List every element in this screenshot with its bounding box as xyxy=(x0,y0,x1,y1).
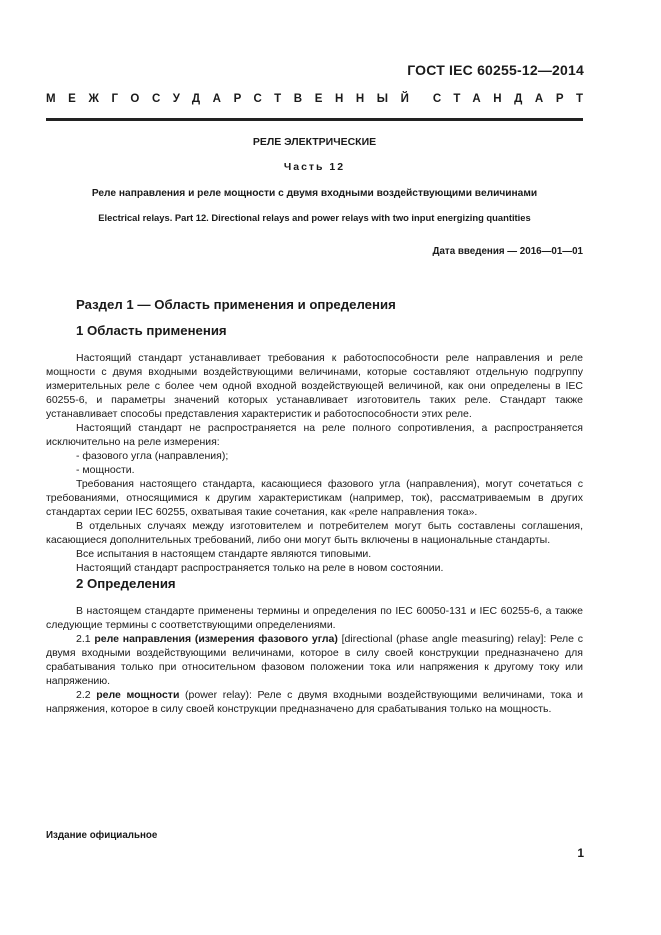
definitions-heading: 2 Определения xyxy=(76,576,176,591)
scope-paragraph: Требования настоящего стандарта, касающиеся фазового угла (направления), могут сочетаться с требованиями, относящимися к другим характеристикам (например, ток), рассматриваемым в других стандартах серии IEC 60255, охватывая такие сочетания, как «реле направления тока». xyxy=(46,478,583,518)
scope-body xyxy=(46,351,583,575)
definition-term: реле мощности xyxy=(96,689,180,701)
title-ru: Реле направления и реле мощности с двумя входными воздействующими величинами xyxy=(91,188,538,199)
intro-date: Дата введения — 2016—01—01 xyxy=(432,246,583,257)
header-rule xyxy=(46,118,583,121)
scope-paragraph: Настоящий стандарт устанавливает требования к работоспособности реле направления и реле мощности с двумя входными воздействующими величинами, которые составляют отдельную подгруппу измерительных реле с более чем одной входной воздействующей величиной, как они определены в IEC 60255-6, и параметры значений которых устанавливает изготовитель таких реле. Стандарт также устанавливает способы представления характеристик и работоспособности этих реле. xyxy=(46,352,583,420)
standard-type-word2-text: СТАНДАРТ xyxy=(432,93,596,105)
scope-paragraph: Настоящий стандарт распространяется только на реле в новом состоянии. xyxy=(76,562,444,574)
definition-item xyxy=(46,632,583,688)
scope-paragraph: Все испытания в настоящем стандарте являются типовыми. xyxy=(76,548,372,560)
definitions-body xyxy=(46,604,583,716)
document-code: ГОСТ IEC 60255-12—2014 xyxy=(407,62,584,78)
definitions-intro: В настоящем стандарте применены термины и определения по IEC 60050-131 и IEC 60255-6, а также следующие термины с соответствующими определениями. xyxy=(46,605,583,631)
definition-text: [directional (phase angle measuring) relay]: Реле с двумя входными воздействующими величинами, которое в силу своей конструкции предназначено для срабатывания только при относительном фазовом положении тока или напряжения к другому току или напряжению. xyxy=(46,633,584,687)
title-en: Electrical relays. Part 12. Directional relays and power relays with two input energizing quantities xyxy=(98,212,531,223)
definition-text: (power relay): Реле с двумя входными воздействующими величинами, тока и напряжения, которое в силу своей конструкции предназначено для срабатывания только на мощность. xyxy=(46,689,584,715)
definition-number: 2.1 xyxy=(76,633,91,645)
definition-number: 2.2 xyxy=(76,689,91,701)
standard-type-word1-text: МЕЖГОСУДАРСТВЕННЫЙ xyxy=(46,93,422,105)
scope-heading: 1 Область применения xyxy=(76,323,227,338)
page-number: 1 xyxy=(577,846,584,860)
edition-label: Издание официальное xyxy=(46,830,158,841)
standard-type-word2 xyxy=(432,93,596,105)
scope-list-item: - фазового угла (направления); xyxy=(76,450,229,462)
title-part: Часть 12 xyxy=(283,161,346,173)
scope-list-item: - мощности. xyxy=(76,464,135,476)
scope-paragraph: В отдельных случаях между изготовителем и потребителем могут быть составлены соглашения, касающиеся дополнительных требований, либо они могут быть включены в национальные стандарты. xyxy=(46,520,583,546)
scope-paragraph: Настоящий стандарт не распространяется на реле полного сопротивления, а распространяется исключительно на реле измерения: xyxy=(46,422,583,448)
standard-type-word1 xyxy=(46,93,422,105)
section-heading: Раздел 1 — Область применения и определения xyxy=(76,297,396,312)
title-line1: РЕЛЕ ЭЛЕКТРИЧЕСКИЕ xyxy=(252,136,377,148)
definition-term: реле направления (измерения фазового угла) xyxy=(94,633,338,645)
definition-item xyxy=(46,688,583,716)
